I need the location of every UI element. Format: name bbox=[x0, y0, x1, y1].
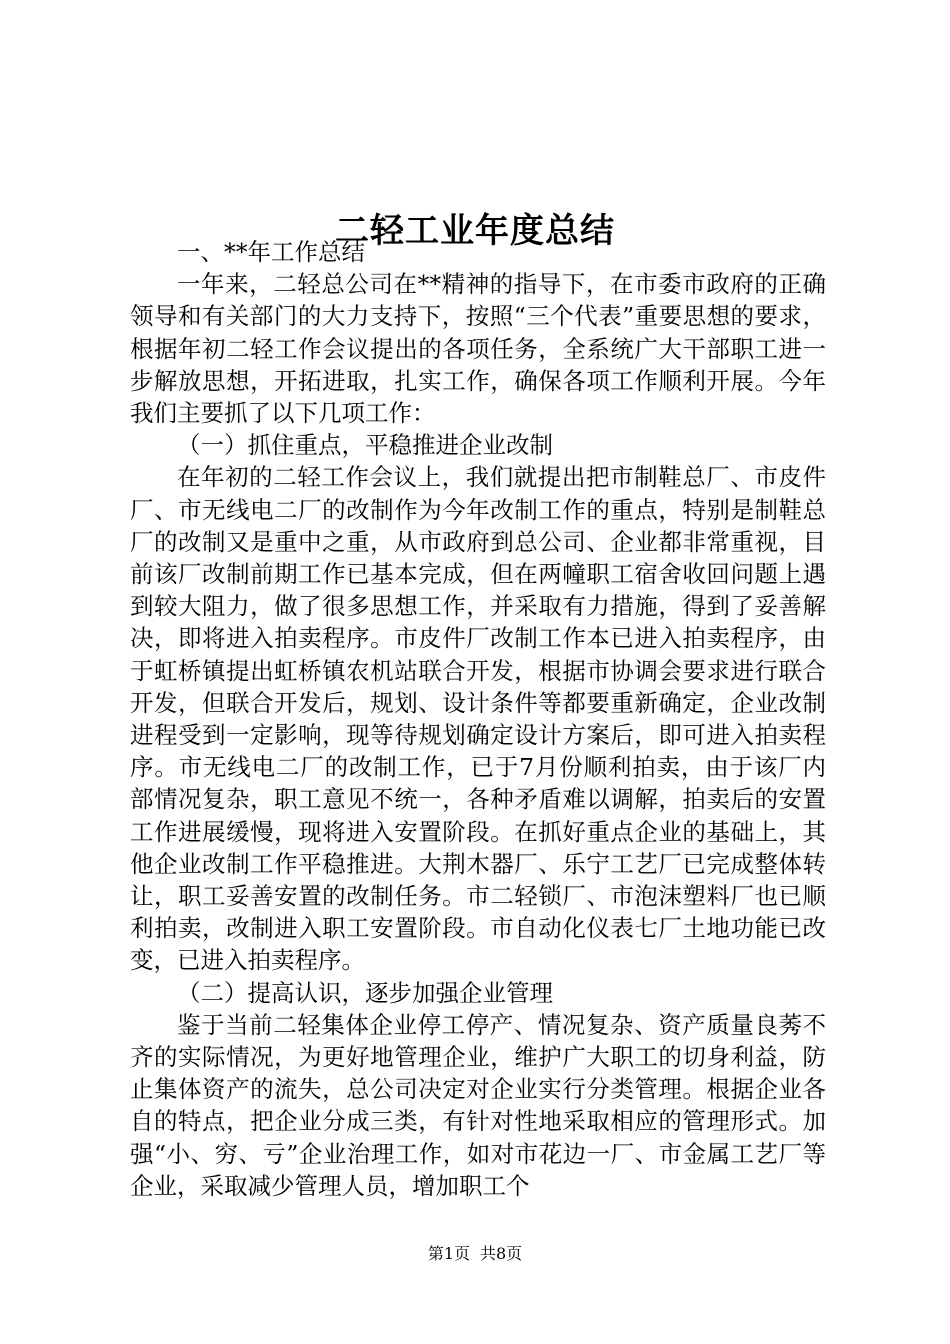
subsection-heading: （一）抓住重点，平稳推进企业改制 bbox=[177, 431, 553, 460]
page-total: 共8页 bbox=[480, 1244, 523, 1263]
subsection-heading: （二）提高认识，逐步加强企业管理 bbox=[177, 978, 553, 1007]
document-title: 二轻工业年度总结 bbox=[335, 210, 615, 251]
intro-paragraph: 一年来，二轻总公司在**精神的指导下，在市委市政府的正确领导和有关部门的大力支持下，按照“三个代表”重要思想的要求，根据年初二轻工作会议提出的各项任务，全系统广大干部职工进一步解放思想，开拓进取，扎实工作，确保各项工作顺利开展。今年我们主要抓了以下几项工作： bbox=[130, 270, 826, 428]
subsection-paragraph: 鉴于当前二轻集体企业停工停产、情况复杂、资产质量良莠不齐的实际情况，为更好地管理企业，维护广大职工的切身利益，防止集体资产的流失，总公司决定对企业实行分类管理。根据企业各自的特点，把企业分成三类，有针对性地采取相应的管理形式。加强“小、穷、亏”企业治理工作，如对市花边一厂、市金属工艺厂等企业，采取减少管理人员，增加职工个 bbox=[130, 1010, 826, 1200]
page-number: 第1页 bbox=[427, 1244, 470, 1263]
subsection-paragraph: 在年初的二轻工作会议上，我们就提出把市制鞋总厂、市皮件厂、市无线电二厂的改制作为今年改制工作的重点，特别是制鞋总厂的改制又是重中之重，从市政府到总公司、企业都非常重视，目前该厂改制前期工作已基本完成，但在两幢职工宿舍收回问题上遇到较大阻力，做了很多思想工作，并采取有力措施，得到了妥善解决，即将进入拍卖程序。市皮件厂改制工作本已进入拍卖程序，由于虹桥镇提出虹桥镇农机站联合开发，根据市协调会要求进行联合开发，但联合开发后，规划、设计条件等都要重新确定，企业改制进程受到一定影响，现等待规划确定设计方案后，即可进入拍卖程序。市无线电二厂的改制工作，已于7月份顺利拍卖，由于该厂内部情况复杂，职工意见不统一，各种矛盾难以调解，拍卖后的安置工作进展缓慢，现将进入安置阶段。在抓好重点企业的基础上，其他企业改制工作平稳推进。大荆木器厂、乐宁工艺厂已完成整体转让，职工妥善安置的改制任务。市二轻锁厂、市泡沫塑料厂也已顺利拍卖，改制进入职工安置阶段。市自动化仪表七厂土地功能已改变，已进入拍卖程序。 bbox=[130, 463, 826, 975]
document-body bbox=[130, 236, 826, 1202]
section-heading: 一、**年工作总结 bbox=[177, 238, 365, 266]
page-footer bbox=[0, 1243, 950, 1265]
